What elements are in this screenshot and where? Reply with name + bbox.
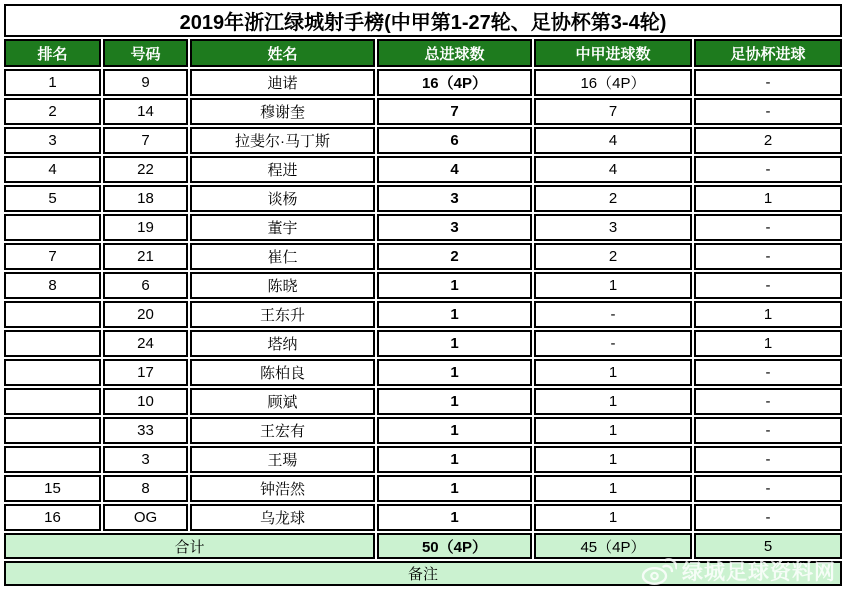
name-cell: 谈杨 (190, 185, 375, 212)
watermark-text: 绿城足球资料网 (682, 561, 836, 584)
league-goals-cell: 1 (534, 272, 692, 299)
total-goals-cell: 6 (377, 127, 532, 154)
total-goals-cell: 2 (377, 243, 532, 270)
table-body (4, 69, 842, 531)
name-cell: 拉斐尔·马丁斯 (190, 127, 375, 154)
number-cell: 7 (103, 127, 188, 154)
league-goals-cell: - (534, 301, 692, 328)
col-header-number: 号码 (103, 39, 188, 67)
table-row (4, 243, 842, 270)
total-goals-cell: 1 (377, 417, 532, 444)
number-cell: 6 (103, 272, 188, 299)
name-cell: 王东升 (190, 301, 375, 328)
table-row (4, 359, 842, 386)
total-goals-cell: 1 (377, 475, 532, 502)
col-header-league-goals: 中甲进球数 (534, 39, 692, 67)
name-cell: 崔仁 (190, 243, 375, 270)
league-goals-cell: 2 (534, 185, 692, 212)
table-row (4, 127, 842, 154)
table-row (4, 214, 842, 241)
rank-cell (4, 330, 101, 357)
totals-label: 合计 (4, 533, 375, 559)
total-goals-cell: 1 (377, 388, 532, 415)
cup-goals-cell: - (694, 417, 842, 444)
rank-cell: 5 (4, 185, 101, 212)
number-cell: 9 (103, 69, 188, 96)
page-title: 2019年浙江绿城射手榜(中甲第1-27轮、足协杯第3-4轮) (4, 4, 842, 37)
rank-cell (4, 214, 101, 241)
remarks-label: 备注 (4, 561, 842, 586)
rank-cell: 2 (4, 98, 101, 125)
number-cell: 24 (103, 330, 188, 357)
total-goals-cell: 3 (377, 214, 532, 241)
table-row (4, 446, 842, 473)
total-goals-cell: 7 (377, 98, 532, 125)
rank-cell (4, 446, 101, 473)
total-goals-cell: 1 (377, 359, 532, 386)
title-row (4, 4, 842, 37)
total-goals-cell: 1 (377, 272, 532, 299)
cup-goals-cell: - (694, 243, 842, 270)
col-header-cup-goals: 足协杯进球 (694, 39, 842, 67)
cup-goals-cell: - (694, 272, 842, 299)
table-row (4, 417, 842, 444)
cup-goals-cell: - (694, 504, 842, 531)
name-cell: 陈柏良 (190, 359, 375, 386)
rank-cell: 16 (4, 504, 101, 531)
league-goals-cell: 1 (534, 446, 692, 473)
total-goals-cell: 1 (377, 301, 532, 328)
number-cell: OG (103, 504, 188, 531)
rank-cell (4, 417, 101, 444)
league-goals-cell: 1 (534, 417, 692, 444)
table-row (4, 504, 842, 531)
cup-goals-cell: - (694, 475, 842, 502)
header-row (4, 39, 842, 67)
league-goals-cell: 1 (534, 504, 692, 531)
number-cell: 33 (103, 417, 188, 444)
cup-goals-cell: - (694, 388, 842, 415)
name-cell: 董宇 (190, 214, 375, 241)
name-cell: 乌龙球 (190, 504, 375, 531)
league-goals-cell: 3 (534, 214, 692, 241)
rank-cell (4, 301, 101, 328)
col-header-rank: 排名 (4, 39, 101, 67)
rank-cell (4, 388, 101, 415)
name-cell: 陈晓 (190, 272, 375, 299)
league-goals-cell: 1 (534, 475, 692, 502)
league-goals-cell: 16（4P） (534, 69, 692, 96)
number-cell: 3 (103, 446, 188, 473)
league-goals-cell: - (534, 330, 692, 357)
rank-cell: 8 (4, 272, 101, 299)
number-cell: 10 (103, 388, 188, 415)
league-goals-cell: 1 (534, 388, 692, 415)
remarks-row (4, 561, 842, 586)
table-row (4, 69, 842, 96)
cup-goals-cell: - (694, 69, 842, 96)
name-cell: 王瑒 (190, 446, 375, 473)
rank-cell: 1 (4, 69, 101, 96)
league-goals-cell: 4 (534, 127, 692, 154)
name-cell: 程进 (190, 156, 375, 183)
number-cell: 20 (103, 301, 188, 328)
cup-goals-cell: - (694, 446, 842, 473)
name-cell: 顾斌 (190, 388, 375, 415)
table-row (4, 330, 842, 357)
totals-row (4, 533, 842, 559)
number-cell: 17 (103, 359, 188, 386)
table-row (4, 301, 842, 328)
name-cell: 钟浩然 (190, 475, 375, 502)
cup-goals-cell: - (694, 98, 842, 125)
totals-cup-goals: 5 (694, 533, 842, 559)
number-cell: 19 (103, 214, 188, 241)
name-cell: 塔纳 (190, 330, 375, 357)
total-goals-cell: 16（4P） (377, 69, 532, 96)
cup-goals-cell: - (694, 359, 842, 386)
league-goals-cell: 7 (534, 98, 692, 125)
col-header-total-goals: 总进球数 (377, 39, 532, 67)
rank-cell: 15 (4, 475, 101, 502)
cup-goals-cell: 2 (694, 127, 842, 154)
table-row (4, 156, 842, 183)
table-row (4, 475, 842, 502)
total-goals-cell: 3 (377, 185, 532, 212)
number-cell: 22 (103, 156, 188, 183)
totals-league-goals: 45（4P） (534, 533, 692, 559)
totals-total-goals: 50（4P） (377, 533, 532, 559)
total-goals-cell: 4 (377, 156, 532, 183)
table-row (4, 98, 842, 125)
rank-cell: 3 (4, 127, 101, 154)
cup-goals-cell: 1 (694, 301, 842, 328)
number-cell: 18 (103, 185, 188, 212)
name-cell: 穆谢奎 (190, 98, 375, 125)
total-goals-cell: 1 (377, 446, 532, 473)
number-cell: 14 (103, 98, 188, 125)
rank-cell (4, 359, 101, 386)
scorers-table (2, 2, 844, 588)
name-cell: 王宏有 (190, 417, 375, 444)
cup-goals-cell: - (694, 156, 842, 183)
col-header-name: 姓名 (190, 39, 375, 67)
cup-goals-cell: 1 (694, 330, 842, 357)
name-cell: 迪诺 (190, 69, 375, 96)
league-goals-cell: 2 (534, 243, 692, 270)
league-goals-cell: 4 (534, 156, 692, 183)
rank-cell: 4 (4, 156, 101, 183)
cup-goals-cell: - (694, 214, 842, 241)
cup-goals-cell: 1 (694, 185, 842, 212)
number-cell: 8 (103, 475, 188, 502)
number-cell: 21 (103, 243, 188, 270)
league-goals-cell: 1 (534, 359, 692, 386)
table-row (4, 388, 842, 415)
total-goals-cell: 1 (377, 504, 532, 531)
rank-cell: 7 (4, 243, 101, 270)
table-row (4, 185, 842, 212)
table-row (4, 272, 842, 299)
total-goals-cell: 1 (377, 330, 532, 357)
